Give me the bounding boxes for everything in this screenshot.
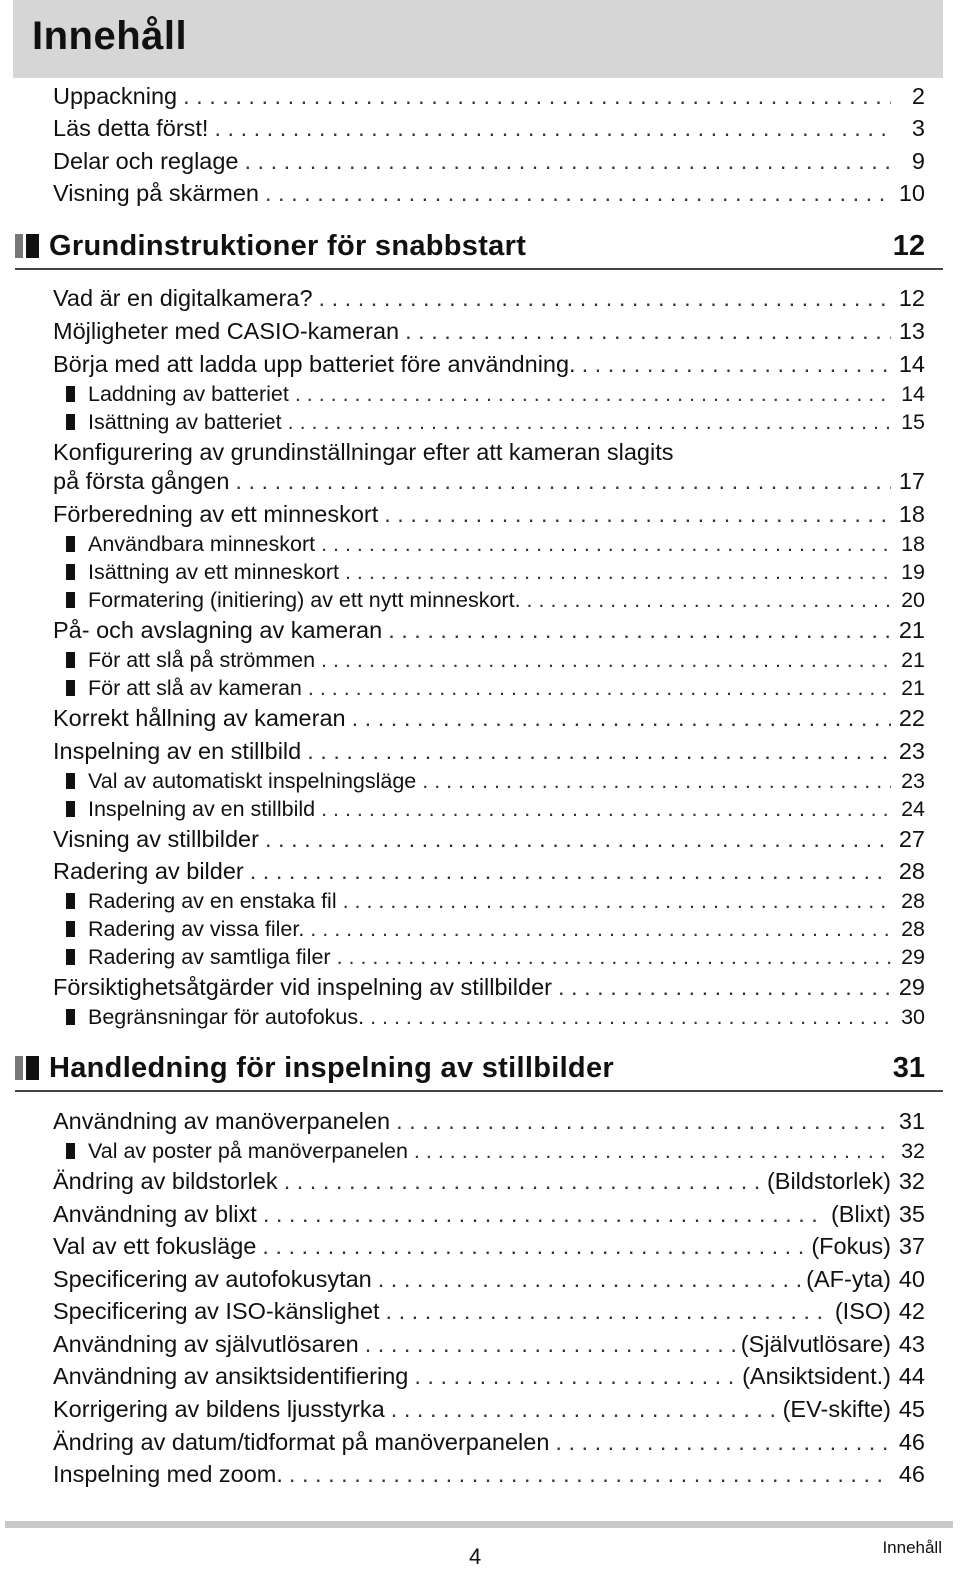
dot-leader [288,408,891,436]
toc-entry-page: 29 [898,974,925,1000]
toc-entry-page: 21 [898,617,925,643]
bullet-icon [66,1143,75,1159]
toc-entry-label: Möjligheter med CASIO-kameran [53,318,400,344]
dot-leader [337,943,891,971]
toc-subentry[interactable] [66,530,925,558]
dot-leader [307,737,891,765]
toc-entry-label: Radering av en enstaka fil [88,889,337,913]
toc-subentry[interactable] [66,1003,925,1031]
bullet-icon [66,893,75,909]
toc-entry[interactable] [53,825,925,853]
toc-entry[interactable] [53,857,925,885]
toc-subentry[interactable] [66,943,925,971]
dot-leader [321,646,891,674]
toc-entry[interactable] [53,1265,925,1293]
toc-subentry[interactable] [66,674,925,702]
toc-entry-page: 3 [911,115,925,141]
toc-entry[interactable] [53,1460,925,1488]
dot-leader [214,114,891,142]
toc-entry[interactable] [53,1330,925,1358]
footer-section-label: Innehåll [882,1538,942,1557]
toc-entry-page: 9 [911,148,925,174]
dot-leader [384,500,891,528]
toc-entry-page: 35 [898,1201,925,1227]
toc-entry-label: Ändring av datum/tidformat på manöverpanelen [53,1429,550,1455]
toc-entry[interactable] [53,1200,925,1228]
toc-entry-label: Användbara minneskort [88,532,316,556]
toc-entry-page: 20 [901,588,925,612]
bullet-icon [66,536,75,552]
toc-entry-label: Isättning av ett minneskort [88,560,339,584]
dot-leader [250,857,891,885]
section-page: 12 [892,229,925,262]
toc-entry-label: Användning av ansiktsidentifiering [53,1363,409,1389]
toc-entry[interactable] [53,438,753,466]
toc-entry-page: 2 [911,83,925,109]
toc-entry-page: 17 [898,468,925,494]
toc-entry[interactable] [53,1107,925,1135]
dot-leader [582,350,891,378]
toc-entry-page: 13 [898,318,925,344]
toc-entry-page: 37 [898,1233,925,1259]
toc-entry-note: (ISO) [834,1298,891,1324]
section-marker-icon [15,234,39,258]
section-heading[interactable] [15,224,943,270]
toc-entry[interactable] [53,82,925,110]
toc-entry-note: (Fokus) [811,1233,891,1259]
bullet-icon [66,680,75,696]
bullet-icon [66,949,75,965]
toc-entry-page: 24 [901,797,925,821]
toc-entry[interactable] [53,114,925,142]
toc-entry-label: Radering av bilder [53,858,244,884]
dot-leader [263,1200,825,1228]
dot-leader [295,380,891,408]
toc-entry-label: Val av automatiskt inspelningsläge [88,769,417,793]
section-marker-icon [15,1056,39,1080]
toc-subentry[interactable] [66,1137,925,1165]
toc-entry-page: 28 [901,889,925,913]
toc-entry-label: Specificering av ISO-känslighet [53,1298,380,1324]
toc-entry[interactable] [53,467,925,495]
toc-entry-page: 42 [898,1298,925,1324]
toc-entry-label: Begränsningar för autofokus. [88,1005,365,1029]
dot-leader [370,1003,891,1031]
dot-leader [289,1460,891,1488]
toc-entry-label: Konfigurering av grundinställningar efter att kameran slagits [53,439,674,465]
toc-entry[interactable] [53,284,925,312]
dot-leader [414,1137,891,1165]
toc-entry-page: 46 [898,1461,925,1487]
toc-entry[interactable] [53,179,925,207]
dot-leader [386,1297,829,1325]
toc-subentry[interactable] [66,887,925,915]
toc-entry-note: (Bildstorlek) [766,1168,891,1194]
bullet-icon [66,801,75,817]
dot-leader [343,887,891,915]
toc-entry-note: (EV-skifte) [782,1396,891,1422]
toc-subentry[interactable] [66,767,925,795]
toc-subentry[interactable] [66,915,925,943]
toc-entry-page: 15 [901,410,925,434]
toc-entry[interactable] [53,1428,925,1456]
toc-entry-label: Visning av stillbilder [53,826,259,852]
toc-entry-page: 29 [901,945,925,969]
dot-leader [388,616,891,644]
toc-entry-page: 44 [898,1363,925,1389]
bullet-icon [66,652,75,668]
toc-entry-label: på första gången [53,468,230,494]
toc-entry-label: Delar och reglage [53,148,239,174]
toc-entry-label: För att slå av kameran [88,676,302,700]
toc-entry[interactable] [53,1297,925,1325]
toc-entry-label: För att slå på strömmen [88,648,316,672]
toc-entry-label: Användning av manöverpanelen [53,1108,391,1134]
dot-leader [414,1362,736,1390]
bullet-icon [66,386,75,402]
dot-leader [378,1265,800,1293]
footer-page-number: 4 [469,1544,482,1569]
toc-entry-label: Vad är en digitalkamera? [53,285,313,311]
bullet-icon [66,564,75,580]
toc-subentry[interactable] [66,646,925,674]
toc-subentry[interactable] [66,795,925,823]
toc-entry[interactable] [53,973,925,1001]
footer-divider [5,1521,953,1528]
bullet-icon [66,414,75,430]
toc-entry-label: Val av ett fokusläge [53,1233,257,1259]
dot-leader [345,558,891,586]
toc-entry-page: 18 [898,501,925,527]
dot-leader [558,973,891,1001]
dot-leader [405,317,891,345]
toc-entry-label: På- och avslagning av kameran [53,617,383,643]
dot-leader [321,530,891,558]
toc-entry[interactable] [53,317,925,345]
toc-entry-page: 31 [898,1108,925,1134]
toc-entry-page: 14 [901,382,925,406]
toc-entry-label: Specificering av autofokusytan [53,1266,372,1292]
bullet-icon [66,773,75,789]
toc-entry[interactable] [53,350,925,378]
bullet-icon [66,592,75,608]
dot-leader [235,467,891,495]
bullet-icon [66,921,75,937]
toc-entry-page: 32 [898,1168,925,1194]
toc-entry-label: Användning av självutlösaren [53,1331,359,1357]
toc-entry-label: Ändring av bildstorlek [53,1168,278,1194]
toc-entry-page: 32 [901,1139,925,1163]
toc-entry-label: Val av poster på manöverpanelen [88,1139,408,1163]
dot-leader [352,704,891,732]
bullet-icon [66,1009,75,1025]
toc-entry[interactable] [53,1395,925,1423]
toc-entry-label: Uppackning [53,83,178,109]
toc-entry-note: (Ansiktsident.) [742,1363,891,1389]
dot-leader [308,674,891,702]
toc-entry-note: (Blixt) [830,1201,891,1227]
toc-entry-page: 18 [901,532,925,556]
toc-entry[interactable] [53,737,925,765]
toc-subentry[interactable] [66,558,925,586]
toc-entry[interactable] [53,147,925,175]
toc-entry-label: Förberedning av ett minneskort [53,501,379,527]
dot-leader [183,82,891,110]
toc-entry[interactable] [53,1362,925,1390]
toc-entry-page: 19 [901,560,925,584]
toc-entry-page: 21 [901,676,925,700]
toc-entry-label: Isättning av batteriet [88,410,282,434]
dot-leader [555,1428,891,1456]
toc-entry-page: 23 [901,769,925,793]
toc-entry-page: 22 [898,705,925,731]
toc-entry-page: 45 [898,1396,925,1422]
toc-entry-page: 23 [898,738,925,764]
dot-leader [262,1232,805,1260]
dot-leader [321,795,891,823]
page-title: Innehåll [32,14,188,58]
dot-leader [245,147,892,175]
toc-entry-page: 27 [898,826,925,852]
toc-entry[interactable] [53,1167,925,1195]
section-page: 31 [892,1051,925,1084]
dot-leader [265,179,891,207]
toc-entry-label: Inspelning av en stillbild [53,738,302,764]
dot-leader [391,1395,777,1423]
toc-entry-page: 28 [898,858,925,884]
toc-subentry[interactable] [66,380,925,408]
toc-entry[interactable] [53,616,925,644]
toc-entry-page: 40 [898,1266,925,1292]
toc-entry-label: Radering av vissa filer. [88,917,305,941]
dot-leader [527,586,891,614]
toc-entry-label: Försiktighetsåtgärder vid inspelning av stillbilder [53,974,552,1000]
toc-subentry[interactable] [66,586,925,614]
toc-entry-label: Inspelning av en stillbild [88,797,316,821]
toc-entry-page: 46 [898,1429,925,1455]
dot-leader [396,1107,891,1135]
dot-leader [365,1330,735,1358]
toc-entry[interactable] [53,1232,925,1260]
toc-entry-label: Inspelning med zoom. [53,1461,283,1487]
toc-entry-label: Radering av samtliga filer [88,945,331,969]
toc-entry[interactable] [53,500,925,528]
section-title: Handledning för inspelning av stillbilder [49,1051,614,1084]
toc-entry-page: 28 [901,917,925,941]
dot-leader [319,284,891,312]
dot-leader [265,825,891,853]
toc-entry-page: 43 [898,1331,925,1357]
toc-entry-label: Läs detta först! [53,115,209,141]
dot-leader [310,915,891,943]
toc-entry-note: (Självutlösare) [740,1331,891,1357]
toc-entry-label: Korrigering av bildens ljusstyrka [53,1396,385,1422]
section-title: Grundinstruktioner för snabbstart [49,229,527,262]
toc-entry-label: Laddning av batteriet [88,382,289,406]
toc-entry[interactable] [53,704,925,732]
toc-entry-label: Korrekt hållning av kameran [53,705,346,731]
toc-entry-label: Visning på skärmen [53,180,259,206]
toc-entry-label: Börja med att ladda upp batteriet före användning. [53,351,576,377]
toc-entry-label: Formatering (initiering) av ett nytt minneskort. [88,588,521,612]
dot-leader [422,767,891,795]
toc-entry-page: 30 [901,1005,925,1029]
toc-subentry[interactable] [66,408,925,436]
toc-entry-note: (AF-yta) [806,1266,891,1292]
toc-entry-page: 14 [898,351,925,377]
dot-leader [284,1167,761,1195]
toc-entry-page: 12 [898,285,925,311]
toc-entry-label: Användning av blixt [53,1201,257,1227]
section-heading[interactable] [15,1046,943,1092]
toc-entry-page: 21 [901,648,925,672]
toc-entry-page: 10 [898,180,925,206]
